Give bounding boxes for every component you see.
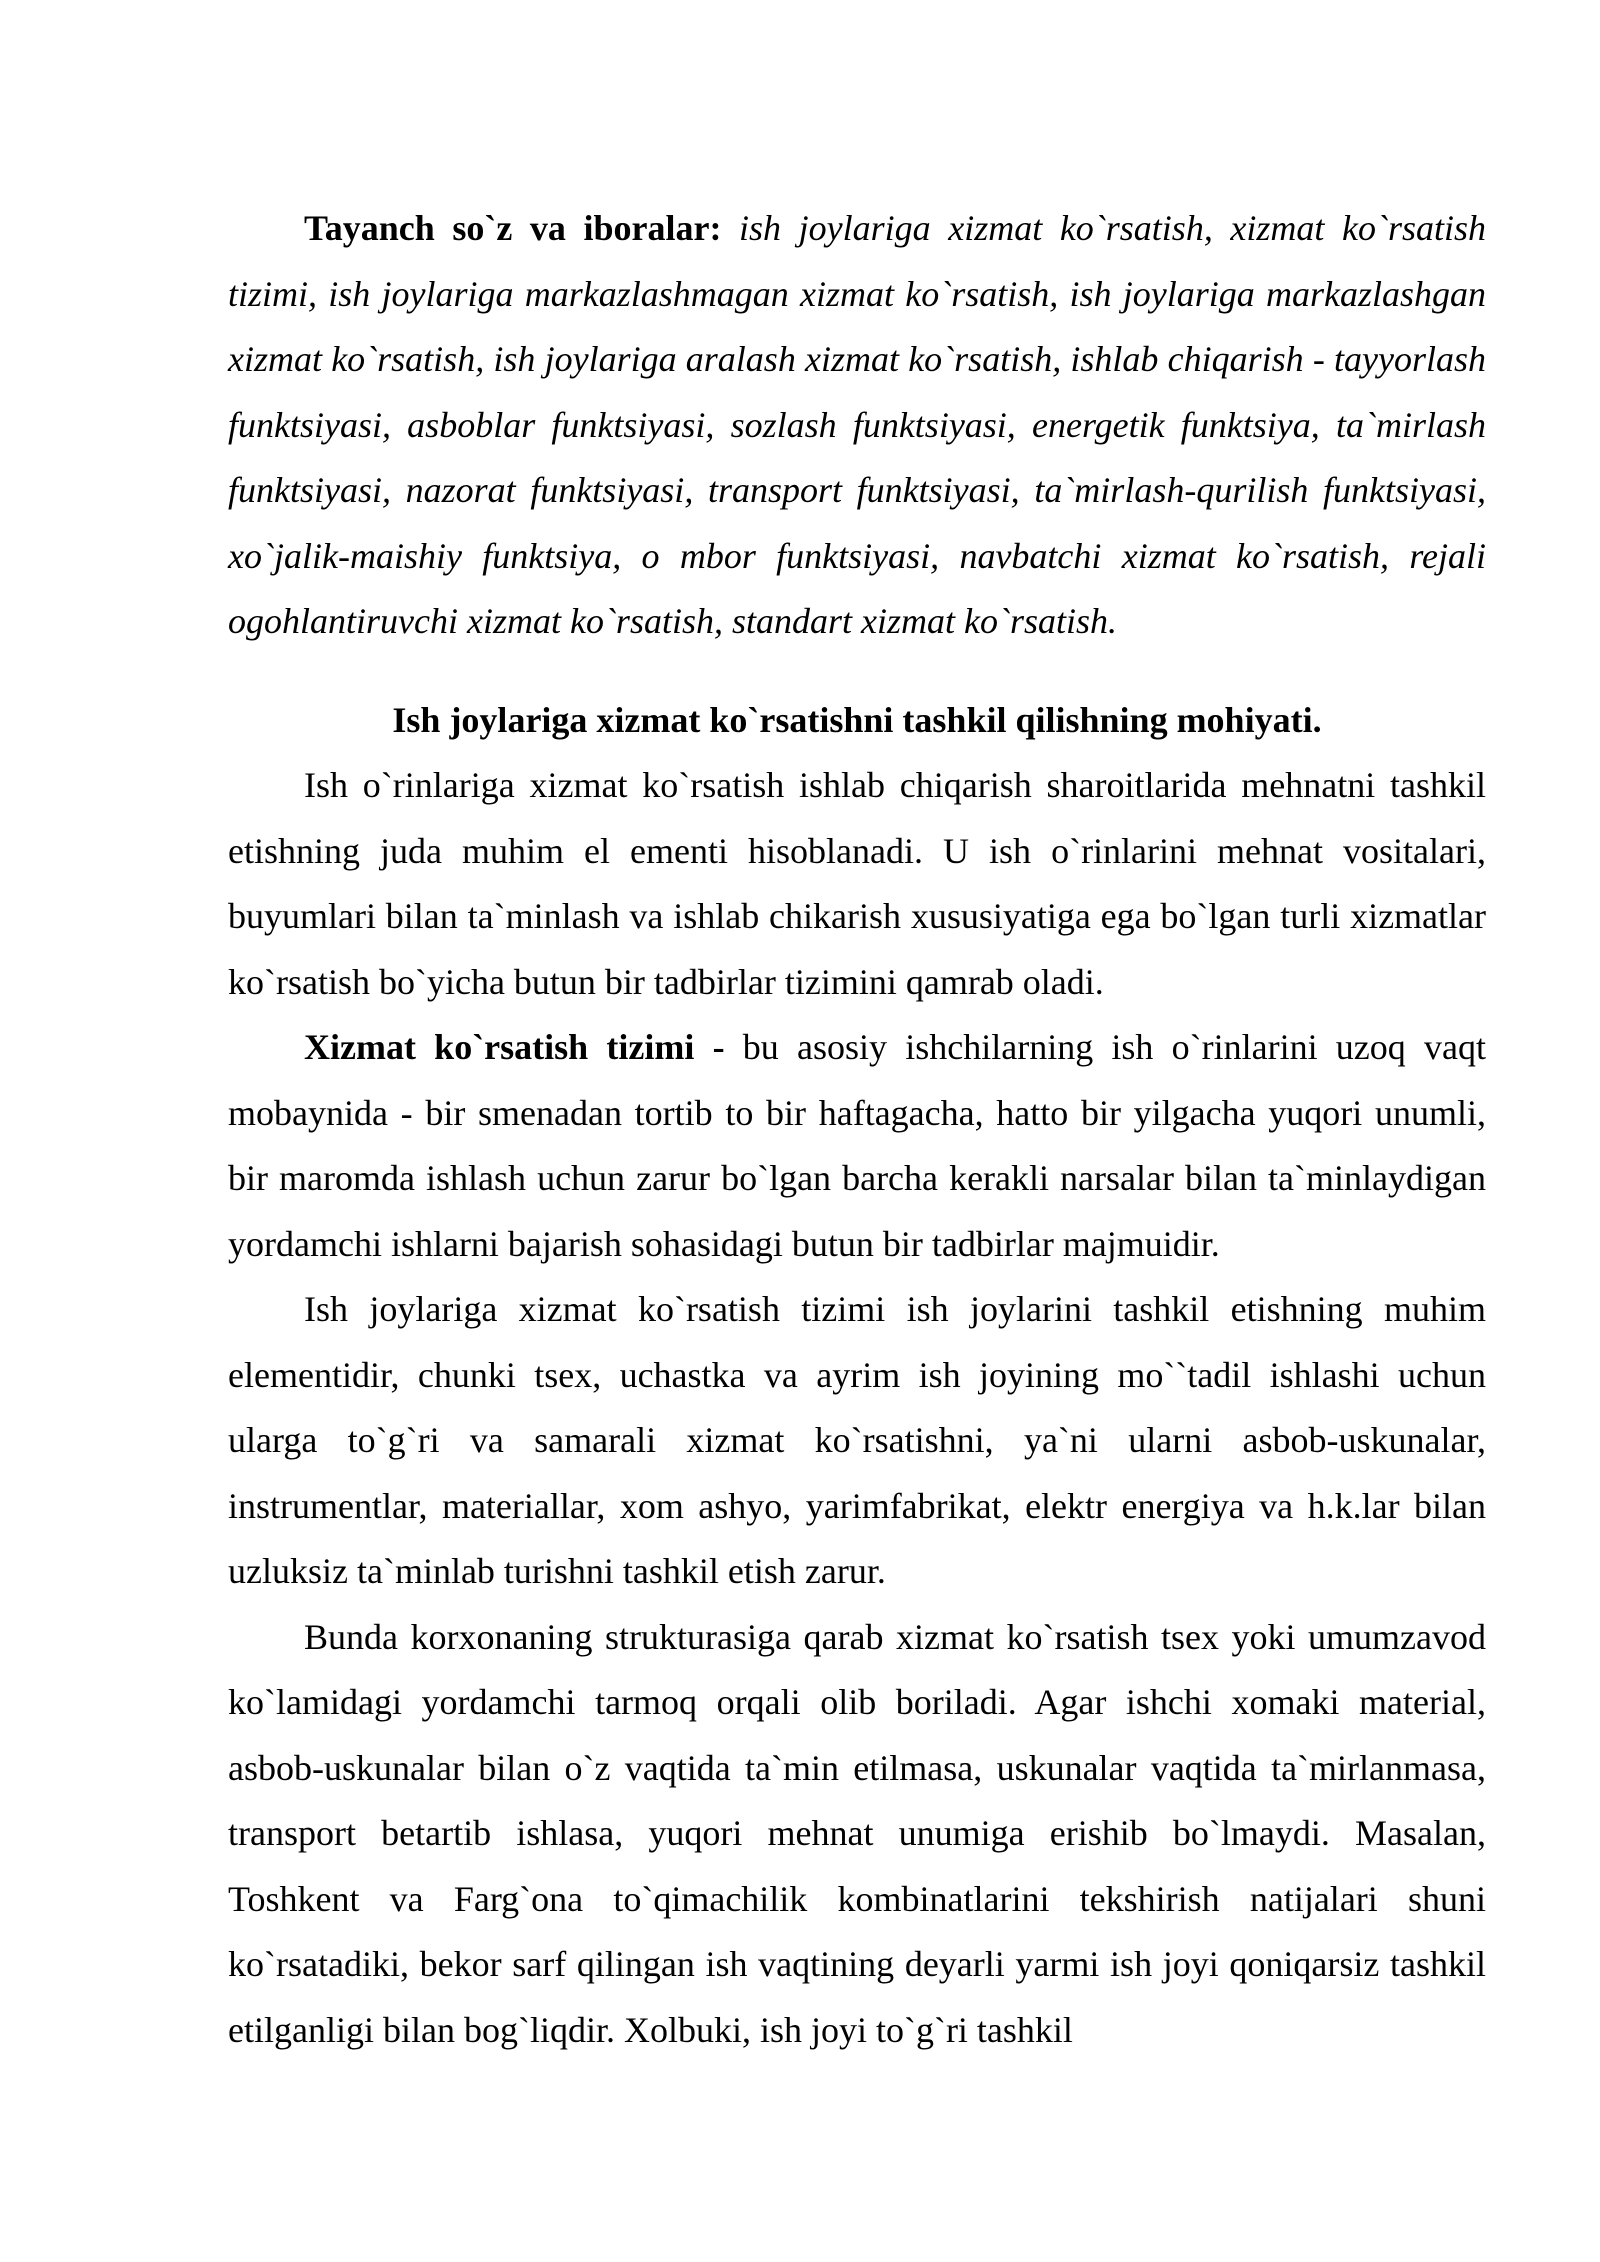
section-heading: Ish joylariga xizmat ko`rsatishni tashkil qilishning mohiyati. xyxy=(392,699,1322,740)
paragraph-2 xyxy=(228,1015,1486,1277)
keywords-text: ish joylariga xizmat ko`rsatish, xizmat ko`rsatish tizimi, ish joylariga markazlashmagan xizmat ko`rsatish, ish joylariga markazlashgan xizmat ko`rsatish, ish joylariga aralash xizmat ko`rsatish, ishlab chiqarish - tayyorlash funktsiyasi, asboblar funktsiyasi, sozlash funktsiyasi, energetik funktsiya, ta`mirlash funktsiyasi, nazorat funktsiyasi, transport funktsiyasi, ta`mirlash-qurilish funktsiyasi, xo`jalik-maishiy funktsiya, o mbor funktsiyasi, navbatchi xizmat ko`rsatish, rejali ogohlantiruvchi xizmat ko`rsatish, standart xizmat ko`rsatish. xyxy=(228,208,1486,641)
document-page xyxy=(228,196,1486,2063)
definition-text: bu asosiy ishchilarning ish o`rinlarini uzoq vaqt mobaynida - bir smenadan tortib to bir haftagacha, hatto bir yilgacha yuqori unumli, bir maromda ishlash uchun zarur bo`lgan barcha kerakli narsalar bilan ta`minlaydigan yordamchi ishlarni bajarish sohasidagi butun bir tadbirlar majmuidir. xyxy=(228,1027,1486,1264)
definition-term: Xizmat ko`rsatish tizimi - xyxy=(304,1027,725,1067)
paragraph-1: Ish o`rinlariga xizmat ko`rsatish ishlab chiqarish sharoitlarida mehnatni tashkil etishning juda muhim el ementi hisoblanadi. U ish o`rinlarini mehnat vositalari, buyumlari bilan ta`minlash va ishlab chikarish xususiyatiga ega bo`lgan turli xizmatlar ko`rsatish bo`yicha butun bir tadbirlar tizimini qamrab oladi. xyxy=(228,765,1486,1002)
keywords-paragraph xyxy=(228,196,1486,655)
paragraph-3: Ish joylariga xizmat ko`rsatish tizimi ish joylarini tashkil etishning muhim elementidir, chunki tsex, uchastka va ayrim ish joyining mo``tadil ishlashi uchun ularga to`g`ri va samarali xizmat ko`rsatishni, ya`ni ularni asbob-uskunalar, instrumentlar, materiallar, xom ashyo, yarimfabrikat, elektr energiya va h.k.lar bilan uzluksiz ta`minlab turishni tashkil etish zarur. xyxy=(228,1289,1486,1591)
paragraph-4: Bunda korxonaning strukturasiga qarab xizmat ko`rsatish tsex yoki umumzavod ko`lamidagi yordamchi tarmoq orqali olib boriladi. Agar ishchi xomaki material, asbob-uskunalar bilan o`z vaqtida ta`min etilmasa, uskunalar vaqtida ta`mirlanmasa, transport betartib ishlasa, yuqori mehnat unumiga erishib bo`lmaydi. Masalan, Toshkent va Farg`ona to`qimachilik kombinatlarini tekshirish natijalari shuni ko`rsatadiki, bekor sarf qilingan ish vaqtining deyarli yarmi ish joyi qoniqarsiz tashkil etilganligi bilan bog`liqdir. Xolbuki, ish joyi to`g`ri tashkil xyxy=(228,1616,1486,2050)
keywords-label: Tayanch so`z va iboralar: xyxy=(304,208,722,248)
